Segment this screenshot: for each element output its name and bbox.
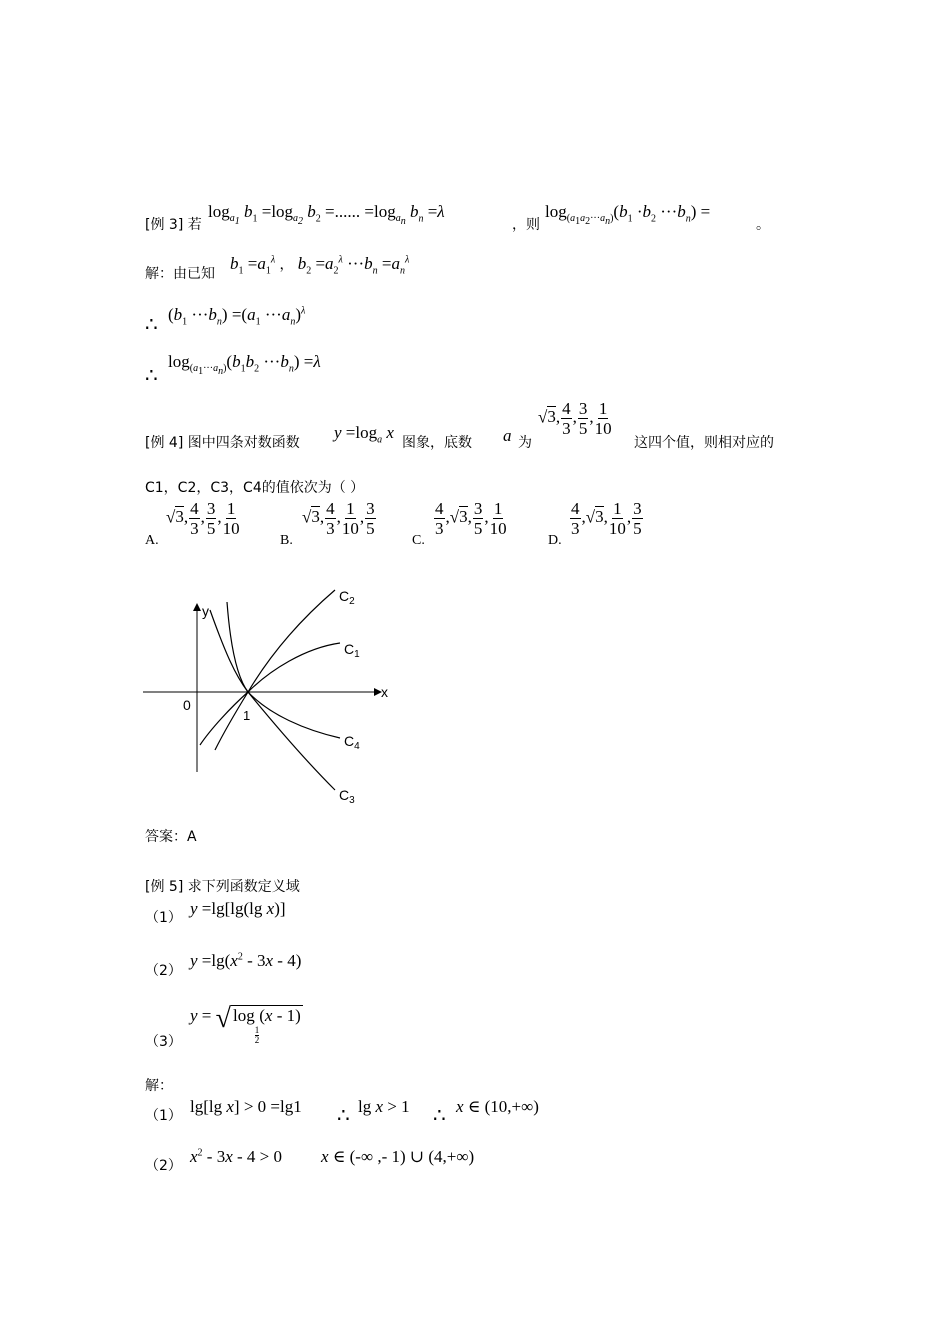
therefore-3: ∴ [337, 1105, 350, 1127]
x-axis-label: x [381, 684, 388, 700]
y-axis-label: y [202, 603, 209, 619]
ex3-sol3: $\log_{(a_1\cdot\cdot\cdot a_n)}(b_1b_2 \cdot\cdot\cdot b_n) =\lambda$ [168, 352, 321, 378]
ex4-label: [例 4] 图中四条对数函数 [145, 435, 300, 451]
option-b-label[interactable]: B. [280, 533, 293, 548]
c3-label: $C_3$ [339, 787, 355, 806]
ex4-text2: 图象，底数 [402, 435, 472, 451]
therefore-1: ∴ [145, 314, 158, 336]
ex5-solution-label: 解： [145, 1078, 173, 1094]
ex5-item-1-num: （1） [145, 910, 182, 926]
ex3-sol2: $(b_1 \cdot\cdot\cdot b_n) =(a_1 \cdot\cdot\cdot a_n)^\lambda$ [168, 305, 306, 328]
curve-c3 [210, 610, 335, 790]
ex5-sol-1-c: x ∈ (10,+∞) [456, 1097, 539, 1116]
ex3-sol1: $b_1 =a_1^\lambda$ ， $b_2 =a_2^\lambda \cdot\cdot\cdot b_n =a_n^\lambda$ [230, 254, 410, 277]
therefore-2: ∴ [145, 365, 158, 387]
one-label: 1 [243, 708, 251, 723]
c4-label: $C_4$ [344, 733, 360, 752]
ex3-label: [例 3] 若 [145, 217, 202, 233]
ex5-sol-2-a: $x^2 - 3x - 4 > 0$ [190, 1147, 283, 1166]
ex4-a: a [503, 426, 512, 445]
ex4-text4: 这四个值，则相对应的 [634, 435, 774, 451]
ex3-solution-prefix: 解：由已知 [145, 266, 215, 282]
ex3-end: 。 [756, 217, 770, 233]
ex5-item-2-num: （2） [145, 963, 182, 979]
ex5-sol-2-num: （2） [145, 1158, 182, 1174]
ex4-function: $y =\log_a$ x [334, 423, 394, 446]
ex3-ask-formula: $\log_{(a_1a_2\cdot\cdot\cdot a_n)}(b_1 \cdot b_2 \cdot\cdot\cdot b_n)$ = [545, 202, 711, 228]
option-c-label[interactable]: C. [412, 533, 425, 548]
therefore-4: ∴ [433, 1105, 446, 1127]
ex5-item-1-formula: y =lg[lg(lg x)] [190, 899, 286, 918]
c2-label: $C_2$ [339, 588, 355, 607]
ex3-condition-formula: $\log_{a_1} b_1 =\log_{a_2}$ $b_2$ =...... $=\log_{a_n}$ $b_n =\lambda$ [208, 202, 445, 228]
option-d-label[interactable]: D. [548, 533, 562, 548]
ex5-sol-1-num: （1） [145, 1108, 182, 1124]
option-b-formula: √3, $\frac{4}{3}$ , $\frac{1}{10}$ , $\frac{3}{5}$ [302, 499, 375, 538]
ex3-then: ，则 [512, 217, 540, 233]
option-a-label[interactable]: A. [145, 533, 159, 548]
ex5-sol-1-b: lg x > 1 [358, 1097, 410, 1116]
c1-label: $C_1$ [344, 641, 360, 660]
ex4-values: √3, $\frac{4}{3}$ , $\frac{3}{5}$ , $\frac{1}{10}$ [538, 399, 612, 438]
ex5-item-3-formula: y = √ log $_{\frac{1}{2}}$ (x - 1) [190, 1003, 301, 1045]
option-c-formula: $\frac{4}{3}$ ,√3, $\frac{3}{5}$ , $\frac{1}{10}$ [435, 499, 507, 538]
ex4-answer: 答案：A [145, 829, 197, 845]
origin-label: 0 [183, 697, 191, 713]
ex4-text3: 为 [518, 435, 532, 451]
ex5-item-2-formula: $y =\lg(x^2 - 3x - 4)$ [190, 951, 302, 970]
ex4-question: C1，C2，C3，C4的值依次为（ ） [145, 480, 365, 496]
ex5-item-3-num: （3） [145, 1034, 182, 1050]
ex5-label: [例 5] 求下列函数定义域 [145, 879, 300, 895]
log-function-graph [135, 580, 405, 810]
ex5-sol-2-b: x ∈ (-∞ ,- 1) ∪ (4,+∞) [321, 1147, 475, 1166]
option-d-formula: $\frac{4}{3}$ ,√3, $\frac{1}{10}$ , $\frac{3}{5}$ [571, 499, 642, 538]
ex5-sol-1-a: lg[lg x] > 0 =lg1 [190, 1097, 302, 1116]
option-a-formula: √3, $\frac{4}{3}$ , $\frac{3}{5}$ , $\frac{1}{10}$ [166, 499, 240, 538]
